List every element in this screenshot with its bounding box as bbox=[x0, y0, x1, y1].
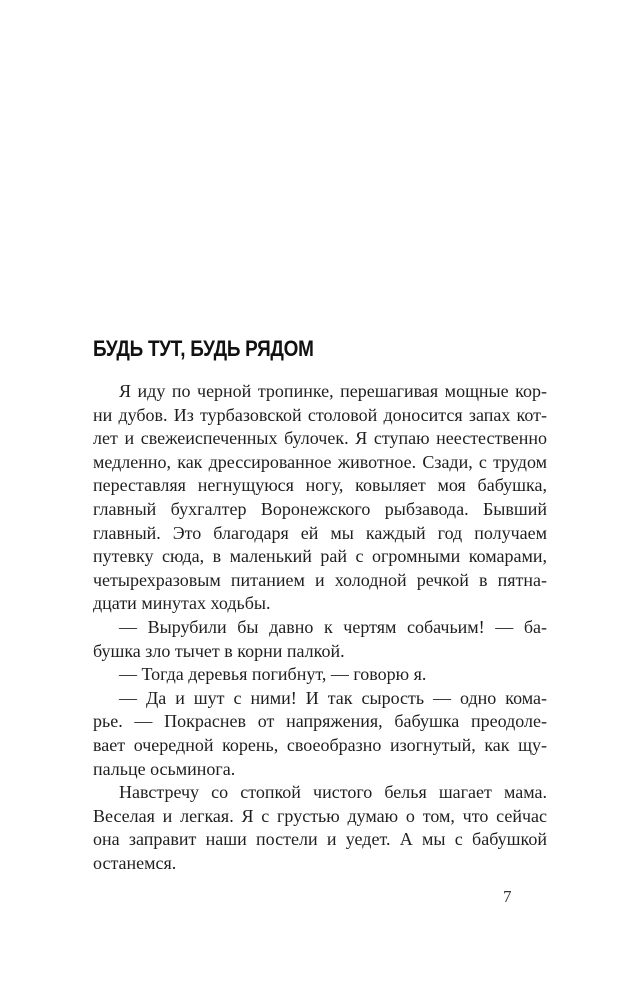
text-line: четырехразовым питанием и холодной речкой в пятна- bbox=[93, 569, 547, 590]
text-line: бушка зло тычет в корни палкой. bbox=[93, 640, 345, 661]
text-line: медленно, как дрессированное животное. Сзади, с трудом bbox=[93, 451, 547, 472]
text-line: главный бухгалтер Воронежского рыбзавода. Бывший bbox=[93, 498, 547, 519]
text-line: переставляя негнущуюся ногу, ковыляет моя бабушка, bbox=[93, 475, 547, 496]
text-line: ни дубов. Из турбазовской столовой доносится запах кот- bbox=[93, 404, 547, 425]
text-line: вает очередной корень, своеобразно изогнутый, как щу- bbox=[93, 734, 547, 755]
text-line: пальце осьминога. bbox=[93, 758, 236, 779]
chapter-body-text bbox=[93, 380, 547, 875]
text-line: дцати минутах ходьбы. bbox=[93, 593, 271, 614]
text-line: останемся. bbox=[93, 852, 177, 873]
text-line: рье. — Покраснев от напряжения, бабушка преодоле- bbox=[93, 711, 547, 732]
text-line: Навстречу со стопкой чистого белья шагает мама. bbox=[119, 782, 547, 803]
text-line: путевку сюда, в маленький рай с огромными комарами, bbox=[93, 546, 547, 567]
text-line: Я иду по черной тропинке, перешагивая мощные кор- bbox=[119, 381, 547, 401]
text-line: она заправит наши постели и уедет. А мы с бабушкой bbox=[93, 829, 547, 850]
text-line: Веселая и легкая. Я с грустью думаю о том, что сейчас bbox=[93, 805, 547, 826]
text-line: — Да и шут с ними! И так сырость — одно кома- bbox=[119, 687, 547, 708]
text-line: главный. Это благодаря ей мы каждый год получаем bbox=[93, 522, 547, 543]
chapter-title: БУДЬ ТУТ, БУДЬ РЯДОМ bbox=[93, 336, 314, 361]
text-line: лет и свежеиспеченных булочек. Я ступаю неестественно bbox=[93, 428, 547, 449]
text-line: — Вырубили бы давно к чертям собачьим! — ба- bbox=[119, 616, 547, 637]
page-number: 7 bbox=[503, 887, 512, 906]
text-line: — Тогда деревья погибнут, — говорю я. bbox=[119, 664, 427, 685]
